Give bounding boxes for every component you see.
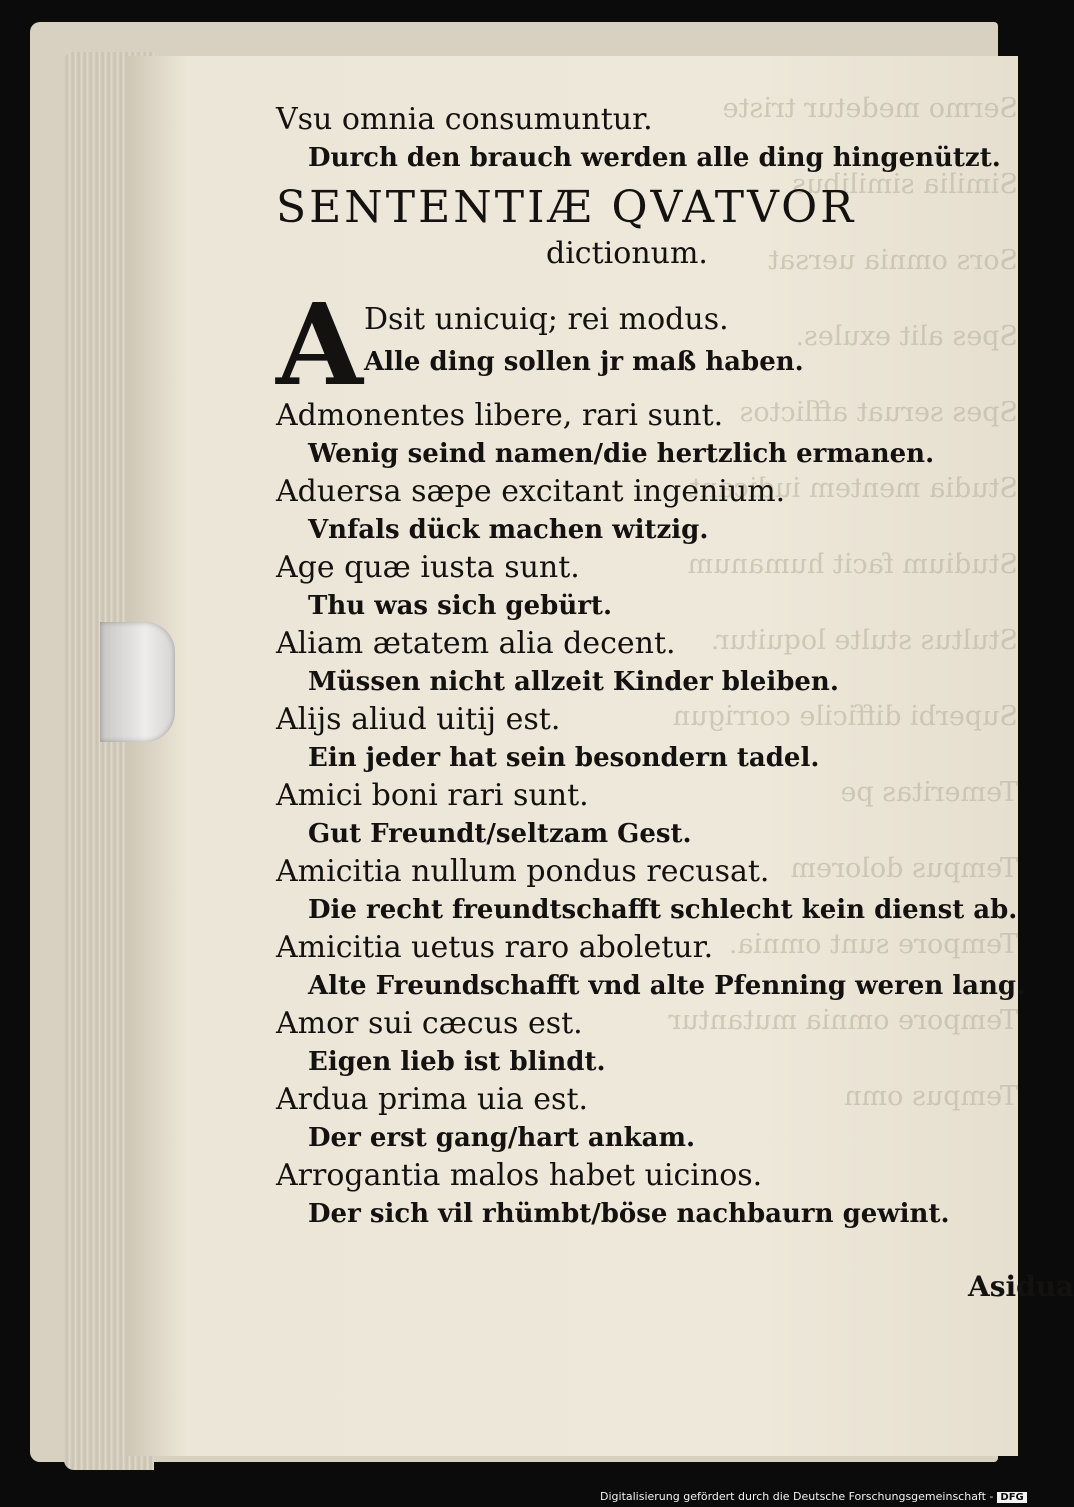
catchword: Asidua — [968, 1270, 1074, 1303]
bleed-line: Spes alit exules. — [795, 321, 1018, 352]
german-line: Der sich vil rhümbt/böse nachbaurn gewint. — [308, 1199, 950, 1229]
german-line: Vnfals dück machen witzig. — [308, 515, 709, 545]
bleed-line: Stultus stulte loquitur. — [710, 625, 1018, 656]
footer-text: Digitalisierung gefördert durch die Deutsche Forschungsgemeinschaft - — [600, 1490, 994, 1503]
german-line: Alte Freundschafft vnd alte Pfenning weren lang. — [308, 971, 1026, 1001]
page-clip — [100, 622, 175, 742]
german-line: Ein jeder hat sein besondern tadel. — [308, 743, 820, 773]
bleed-line: Tempore sunt omnia. — [728, 929, 1018, 960]
latin-line: Amicitia uetus raro aboletur. — [276, 930, 714, 965]
proverb-entry — [276, 776, 1016, 852]
german-line: Thu was sich gebürt. — [308, 591, 612, 621]
proverb-entry — [276, 624, 1016, 700]
entry-list — [276, 396, 1026, 1232]
bleed-line: Sermo medetur triste — [722, 93, 1018, 124]
proverb-entry — [276, 396, 1016, 472]
drop-cap: A — [276, 280, 363, 411]
latin-line: Dsit unicuiq; rei modus. — [364, 302, 729, 337]
german-line: Wenig seind namen/die hertzlich ermanen. — [308, 439, 935, 469]
book-scan — [30, 22, 1074, 1462]
latin-line: Admonentes libere, rari sunt. — [276, 398, 724, 433]
german-line: Durch den brauch werden alle ding hingenützt. — [308, 143, 1001, 173]
bleed-line: Tempore omnia mutantur — [668, 1005, 1018, 1036]
bleed-line: Temeritas pe — [840, 777, 1018, 808]
bleed-line: Superbi difficile corrigun — [672, 701, 1018, 732]
proverb-entry — [276, 928, 1026, 1004]
page — [126, 56, 1074, 1456]
proverb-entry — [276, 1156, 1016, 1232]
latin-line: Amor sui cæcus est. — [276, 1006, 583, 1041]
german-line: Müssen nicht allzeit Kinder bleiben. — [308, 667, 839, 697]
section-heading: SENTENTIÆ QVATVOR — [276, 182, 857, 233]
first-entry — [276, 280, 1016, 411]
bleed-line: Spes seruat afflictos — [739, 397, 1018, 428]
latin-line: Amicitia nullum pondus recusat. — [276, 854, 770, 889]
proverb-entry — [276, 700, 1016, 776]
german-line: Der erst gang/hart ankam. — [308, 1123, 696, 1153]
dfg-logo: DFG — [997, 1492, 1026, 1503]
section-subheading: dictionum. — [546, 236, 708, 271]
latin-line: Aduersa sæpe excitant ingenium. — [276, 474, 786, 509]
proverb-entry — [276, 852, 1016, 928]
german-line: Eigen lieb ist blindt. — [308, 1047, 606, 1077]
latin-line: Arrogantia malos habet uicinos. — [276, 1158, 763, 1193]
bleed-line: Sors omnia uersat — [768, 245, 1018, 276]
page-text — [276, 100, 1026, 1232]
bleed-line: Similia similibus — [792, 169, 1018, 200]
opening-entry — [276, 100, 1016, 176]
latin-line: Age quæ iusta sunt. — [276, 550, 580, 585]
german-line: Gut Freundt/seltzam Gest. — [308, 819, 692, 849]
german-line: Die recht freundtschafft schlecht kein dienst ab. — [308, 895, 1018, 925]
latin-line: Amici boni rari sunt. — [276, 778, 589, 813]
latin-line: Alijs aliud uitij est. — [276, 702, 561, 737]
bleed-line: Studium facit humanum — [687, 549, 1018, 580]
proverb-entry — [276, 548, 1016, 624]
bleed-line: Tempus dolorem — [790, 853, 1018, 884]
footer-credit — [600, 1490, 1024, 1506]
bleed-line: Studia mentem iudicant. — [680, 473, 1018, 504]
proverb-entry — [276, 1080, 1016, 1156]
latin-line: Vsu omnia consumuntur. — [276, 102, 653, 137]
bleed-line: Tempus omn — [844, 1081, 1018, 1112]
latin-line: Ardua prima uia est. — [276, 1082, 589, 1117]
proverb-entry — [276, 472, 1016, 548]
german-line: Alle ding sollen jr maß haben. — [364, 347, 804, 377]
proverb-entry — [276, 1004, 1016, 1080]
latin-line: Aliam ætatem alia decent. — [276, 626, 676, 661]
